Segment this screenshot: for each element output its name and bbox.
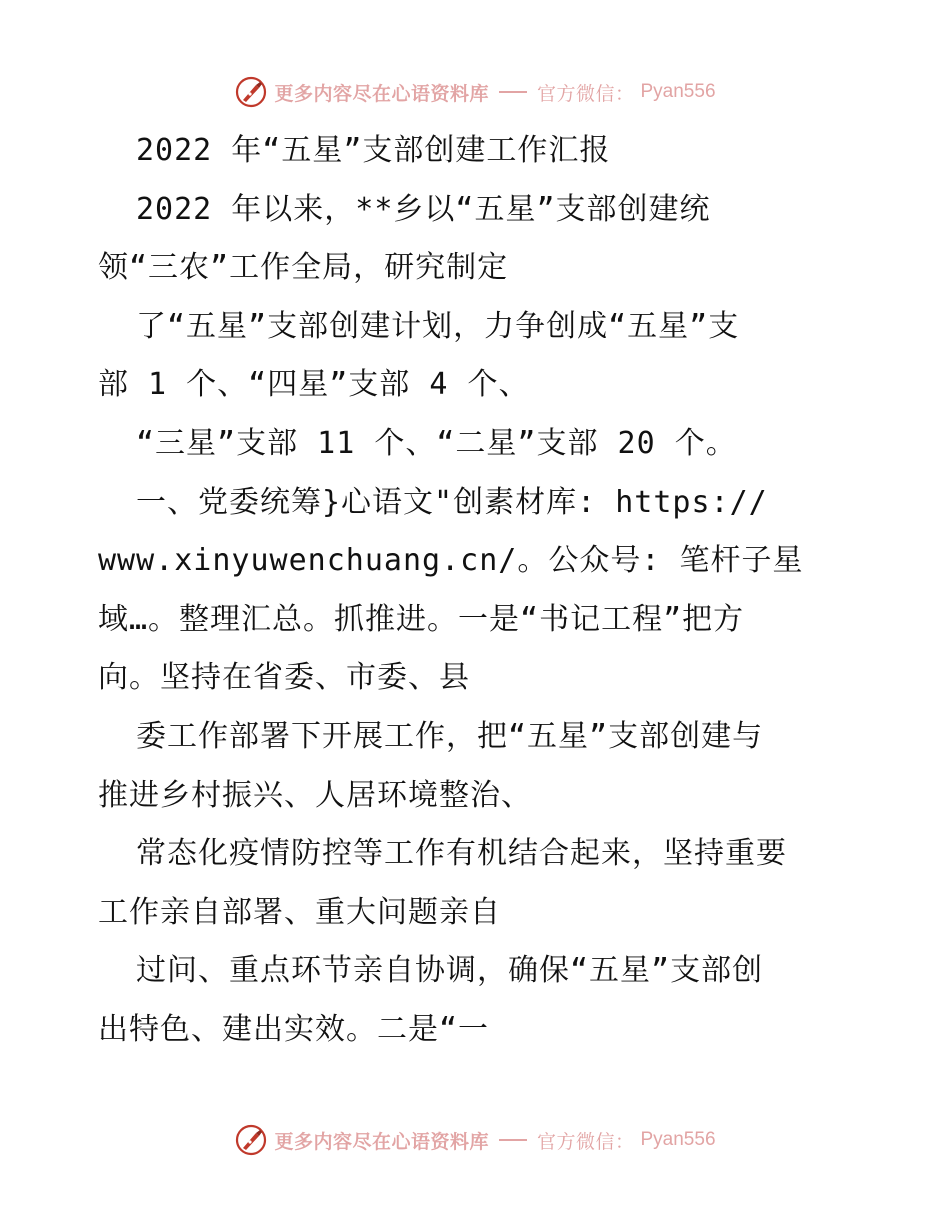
paragraph-line: 工作亲自部署、重大问题亲自: [98, 894, 501, 930]
paragraph-line: 委工作部署下开展工作，把“五星”支部创建与: [136, 718, 764, 754]
watermark-dash: [499, 91, 527, 93]
paragraph-line: 2022 年以来，**乡以“五星”支部创建统: [136, 191, 711, 227]
paragraph-line: 常态化疫情防控等工作有机结合起来，坚持重要: [136, 836, 787, 872]
paragraph-line: 推进乡村振兴、人居环境整治、: [98, 777, 532, 813]
paragraph-line: 一、党委统筹}心语文"创素材库: https://: [136, 484, 768, 520]
watermark-id: Pyan556: [640, 1129, 716, 1150]
paragraph-line: www.xinyuwenchuang.cn/。公众号: 笔杆子星: [98, 543, 804, 579]
watermark-channel: 官方微信：: [536, 82, 635, 105]
watermark-dash: [499, 1139, 527, 1141]
paragraph-line: 领“三农”工作全局，研究制定: [98, 250, 509, 286]
paragraph-line: 域…。整理汇总。抓推进。一是“书记工程”把方: [98, 601, 745, 637]
paragraph-line: “三星”支部 11 个、“二星”支部 20 个。: [136, 425, 737, 461]
paragraph-line: 了“五星”支部创建计划，力争创成“五星”支: [136, 308, 740, 344]
watermark-channel: 官方微信：: [536, 1130, 635, 1153]
paragraph-line: 出特色、建出实效。二是“一: [98, 1011, 490, 1047]
paragraph-line: 部 1 个、“四星”支部 4 个、: [98, 367, 530, 403]
paragraph-line: 过问、重点环节亲自协调，确保“五星”支部创: [136, 953, 764, 989]
document-body: [98, 122, 858, 1060]
paragraph-line: 向。坚持在省委、市委、县: [98, 660, 470, 696]
watermark-text: 更多内容尽在心语资料库: [274, 82, 489, 105]
footer-watermark: [0, 1120, 950, 1160]
document-title: 2022 年“五星”支部创建工作汇报: [136, 133, 611, 168]
pen-nib-circle-icon: [234, 75, 268, 109]
header-watermark: [0, 72, 950, 112]
watermark-id: Pyan556: [640, 81, 716, 102]
pen-nib-circle-icon: [234, 1123, 268, 1157]
watermark-text: 更多内容尽在心语资料库: [274, 1130, 489, 1153]
